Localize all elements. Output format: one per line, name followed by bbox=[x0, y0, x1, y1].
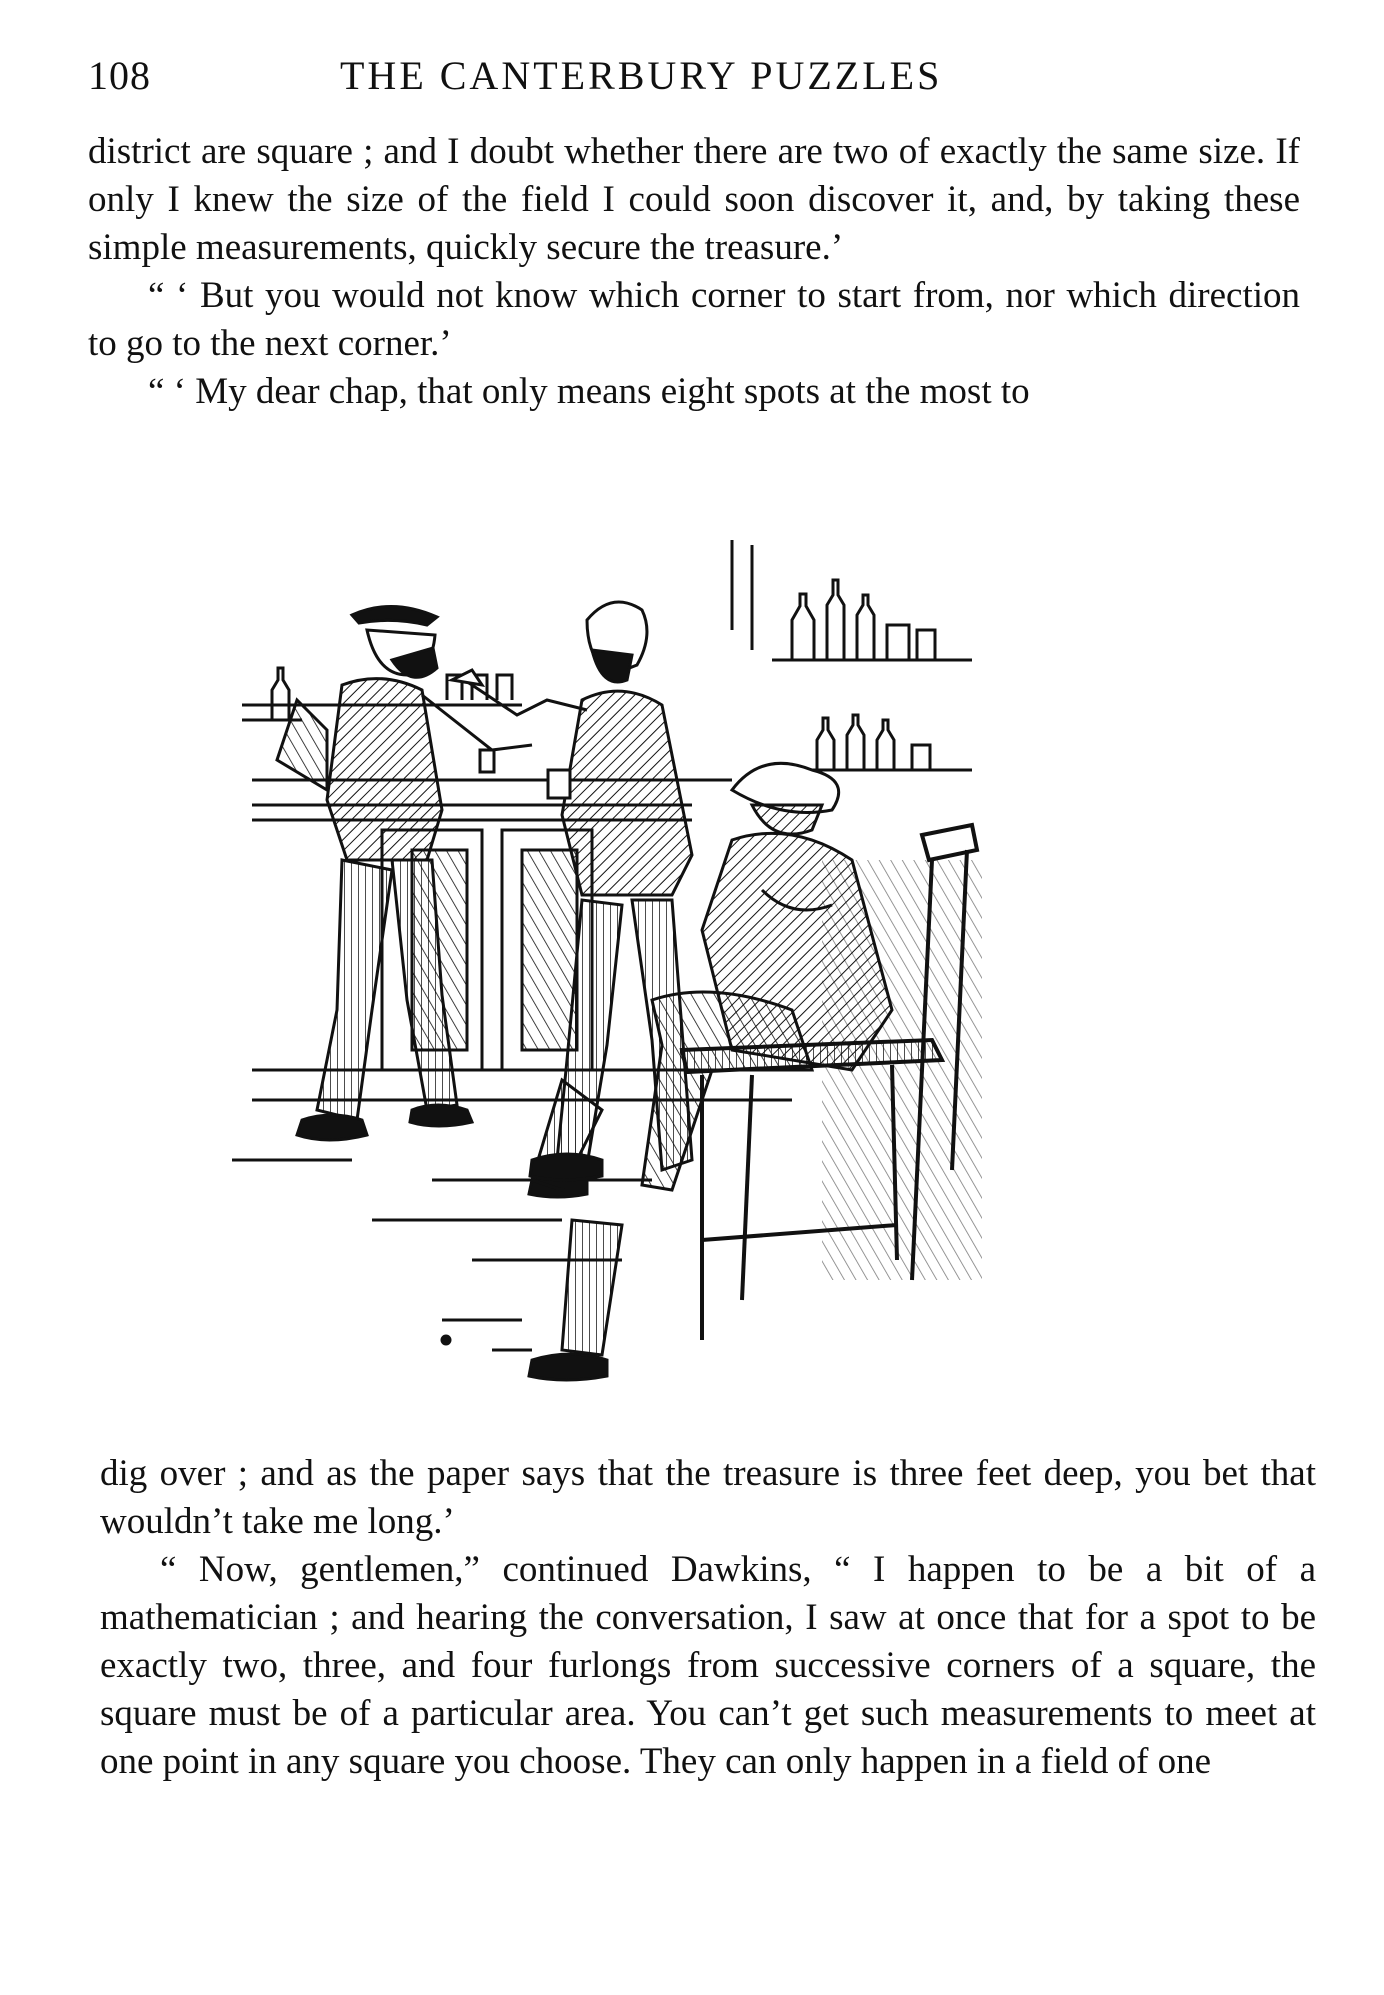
page-number: 108 bbox=[88, 53, 151, 98]
top-text-block bbox=[88, 128, 1300, 416]
paragraph-1: district are square ; and I doubt whether there are two of exactly the same size. If only I knew the size of the field I could soon discover it, and, by taking these simple measurements, quickly secure the treasure.’ bbox=[88, 131, 1300, 268]
bottom-text-block bbox=[100, 1450, 1316, 1786]
paragraph-3: “ ‘ My dear chap, that only means eight spots at the most to bbox=[148, 371, 1030, 412]
paragraph-4: dig over ; and as the paper says that the treasure is three feet deep, you bet that wouldn’t take me long.’ bbox=[100, 1453, 1316, 1542]
saloon-illustration bbox=[232, 520, 1192, 1400]
standing-man-left bbox=[277, 606, 532, 1140]
running-head bbox=[88, 52, 1288, 112]
paragraph-2: “ ‘ But you would not know which corner to start from, nor which direction to go to the next corner.’ bbox=[88, 275, 1300, 364]
paragraph-5: “ Now, gentlemen,” continued Dawkins, “ I happen to be a bit of a mathematician ; and hearing the conversation, I saw at once that for a spot to be exactly two, three, and four furlongs from successive corners of a square, the square must be of a particular area. You can’t get such measurements to meet at one point in any square you choose. They can only happen in a field of one bbox=[100, 1549, 1316, 1782]
running-title: THE CANTERBURY PUZZLES bbox=[340, 53, 943, 98]
saloon-illustration-svg bbox=[232, 520, 1192, 1400]
